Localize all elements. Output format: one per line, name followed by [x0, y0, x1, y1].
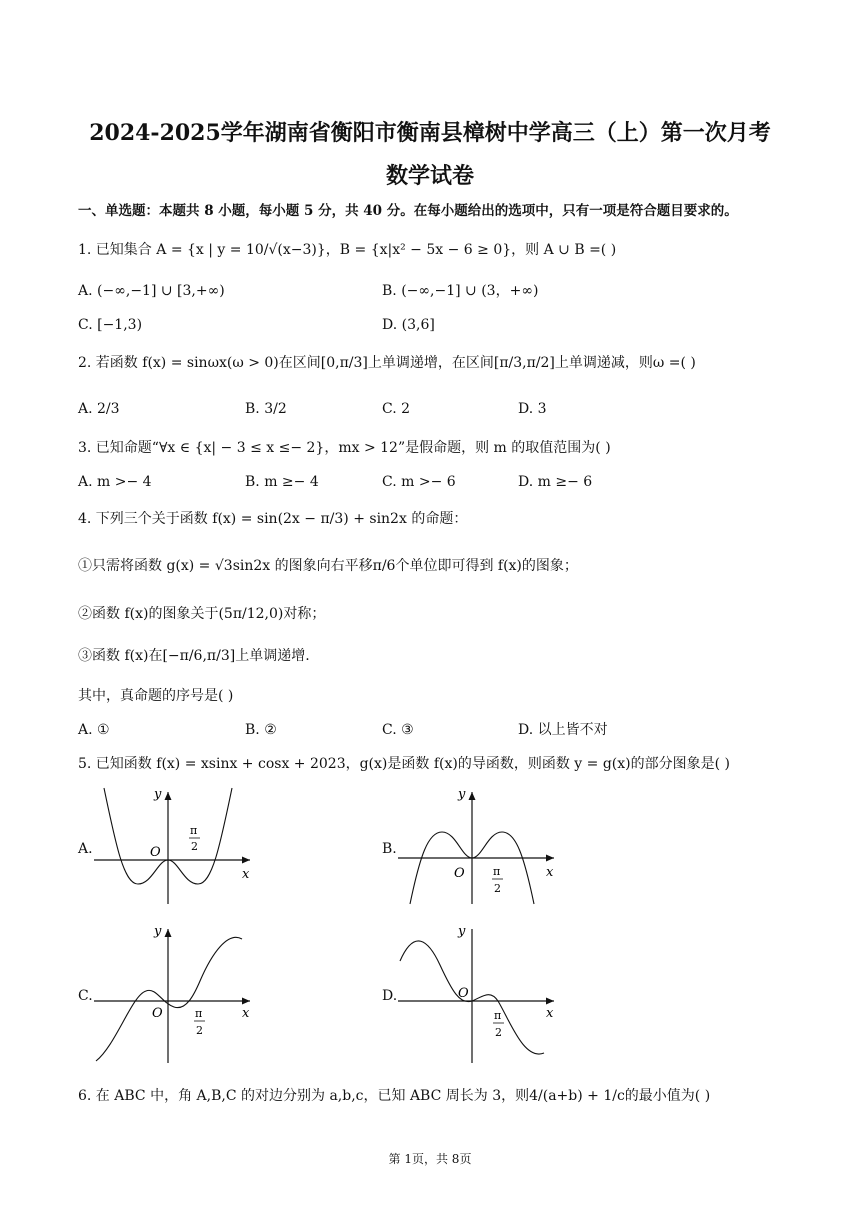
- q5-graph-a: [94, 786, 259, 906]
- x-label: x: [546, 865, 554, 880]
- q4-prop-1: ①只需将函数 g(x) = √3sin2x 的图象向右平移π/6个单位即可得到 f(x)的图象；: [78, 558, 578, 574]
- q4-prop-3: ③函数 f(x)在[−π/6,π/3]上单调递增.: [78, 648, 310, 664]
- q4-option-c: C. ③: [382, 722, 414, 738]
- q1-option-c: C. [−1,3): [78, 317, 143, 333]
- pi-label: π: [493, 865, 501, 878]
- q3-stem: 3. 已知命题“∀x ∈ {x| − 3 ≤ x ≤− 2}，mx > 12”是假命题，则 m 的取值范围为( ): [78, 440, 611, 456]
- q4-stem: 4. 下列三个关于函数 f(x) = sin(2x − π/3) + sin2x 的命题：: [78, 511, 468, 527]
- q3-option-c: C. m >− 6: [382, 474, 456, 490]
- x-label: x: [546, 1006, 554, 1021]
- pi-label: π: [494, 1009, 502, 1022]
- q4-ask: 其中，真命题的序号是( ): [78, 688, 234, 704]
- x-axis-arrow: [242, 998, 250, 1005]
- y-label: y: [154, 787, 162, 802]
- q4-option-d: D. 以上皆不对: [518, 722, 608, 738]
- origin-label: O: [152, 1006, 163, 1021]
- y-label: y: [154, 924, 162, 939]
- x-label: x: [242, 1006, 250, 1021]
- q5-option-d-label: D.: [382, 988, 398, 1004]
- q5-graph-c: [94, 925, 259, 1065]
- origin-label: O: [150, 845, 161, 860]
- y-label: y: [458, 787, 466, 802]
- q2-stem: 2. 若函数 f(x) = sinωx(ω > 0)在区间[0,π/3]上单调递增，在区间[π/3,π/2]上单调递减，则ω =( ): [78, 355, 696, 371]
- two-label: 2: [196, 1024, 203, 1037]
- q6-stem: 6. 在 ABC 中，角 A,B,C 的对边分别为 a,b,c，已知 ABC 周长为 3，则4/(a+b) + 1/c的最小值为( ): [78, 1088, 711, 1104]
- q4-option-b: B. ②: [245, 722, 277, 738]
- q1-option-d: D. (3,6]: [382, 317, 435, 333]
- x-axis-arrow: [242, 857, 250, 864]
- q5-option-b-label: B.: [382, 841, 397, 857]
- x-axis-arrow: [546, 855, 554, 862]
- q4-prop-2: ②函数 f(x)的图象关于(5π/12,0)对称；: [78, 606, 326, 622]
- page-footer: 第 1页，共 8页: [388, 1152, 472, 1166]
- x-axis-arrow: [546, 998, 554, 1005]
- y-label: y: [458, 924, 466, 939]
- q1-option-a: A. (−∞,−1] ∪ [3,+∞): [78, 283, 225, 299]
- q2-option-d: D. 3: [518, 401, 547, 417]
- q5-stem: 5. 已知函数 f(x) = xsinx + cosx + 2023，g(x)是函数 f(x)的导函数，则函数 y = g(x)的部分图象是( ): [78, 756, 730, 772]
- origin-label: O: [454, 866, 465, 881]
- q2-option-a: A. 2/3: [78, 401, 120, 417]
- q5-graph-b: [398, 786, 563, 906]
- y-axis-arrow: [469, 792, 476, 800]
- q5-graph-d: [398, 925, 563, 1065]
- curve: [96, 937, 242, 1061]
- q2-option-b: B. 3/2: [245, 401, 287, 417]
- y-axis-arrow: [165, 929, 172, 937]
- q5-option-c-label: C.: [78, 988, 93, 1004]
- title-line-1: 2024-2025学年湖南省衡阳市衡南县樟树中学高三（上）第一次月考: [89, 120, 771, 146]
- section-heading: 一、单选题：本题共 8 小题，每小题 5 分，共 40 分。在每小题给出的选项中，只有一项是符合题目要求的。: [78, 203, 738, 219]
- q4-option-a: A. ①: [78, 722, 110, 738]
- pi-label: π: [195, 1007, 203, 1020]
- two-label: 2: [495, 1026, 502, 1039]
- q2-option-c: C. 2: [382, 401, 411, 417]
- pi-label: π: [190, 824, 198, 837]
- title-line-2: 数学试卷: [385, 163, 474, 189]
- x-label: x: [242, 867, 250, 882]
- q3-option-a: A. m >− 4: [78, 474, 152, 490]
- q3-option-b: B. m ≥− 4: [245, 474, 319, 490]
- origin-label: O: [458, 986, 469, 1001]
- q3-option-d: D. m ≥− 6: [518, 474, 593, 490]
- q5-option-a-label: A.: [78, 841, 93, 857]
- q1-option-b: B. (−∞,−1] ∪ (3，+∞): [382, 283, 539, 299]
- q1-stem: 1. 已知集合 A = {x | y = 10/√(x−3)}，B = {x|x² − 5x − 6 ≥ 0}，则 A ∪ B =( ): [78, 242, 617, 258]
- y-axis-arrow: [165, 792, 172, 800]
- two-label: 2: [191, 840, 198, 853]
- two-label: 2: [494, 882, 501, 895]
